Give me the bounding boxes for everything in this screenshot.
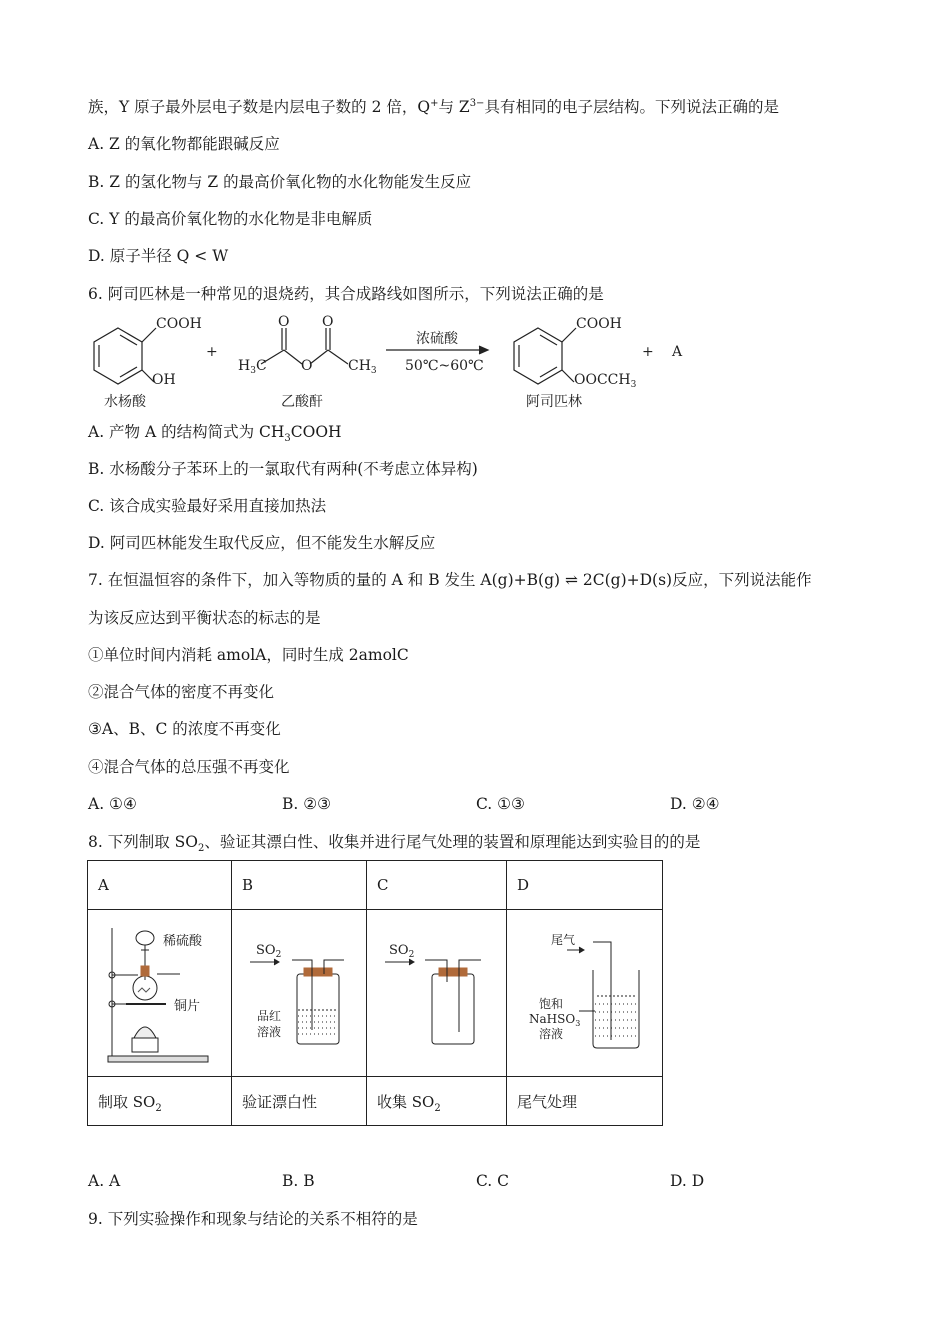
dilute-acid-label: 稀硫酸 bbox=[163, 934, 203, 949]
q8-option-a[interactable]: A. A bbox=[88, 1172, 121, 1190]
q6-option-a[interactable]: A. 产物 A 的结构简式为 $CH_3COOH$ bbox=[88, 423, 342, 445]
q6-option-c[interactable]: C. 该合成实验最好采用直接加热法 bbox=[88, 497, 327, 515]
apparatus-b-cell bbox=[232, 910, 367, 1077]
apparatus-a-cell bbox=[88, 910, 232, 1077]
q5-stem-tail: 族，Y 原子最外层电子数是内层电子数的 2 倍，Q+与 $Z^{3-}$具有相同的电子层结构。下列说法正确的是 bbox=[88, 97, 779, 116]
solution-label-d: 溶液 bbox=[539, 1027, 564, 1041]
aspirin-synthesis-diagram bbox=[86, 308, 706, 418]
q7-item-1: ①单位时间内消耗 amolA，同时生成 2amolC bbox=[88, 646, 409, 664]
tail-gas-apparatus bbox=[517, 910, 652, 1072]
table-header-a: A bbox=[88, 861, 232, 910]
anhydride-o-left: O bbox=[278, 314, 290, 330]
q8-option-c[interactable]: C. C bbox=[476, 1172, 510, 1190]
anhydride-h3c: $H_3C$ bbox=[238, 358, 267, 376]
so2-generator-apparatus bbox=[98, 910, 221, 1072]
catalyst-label: 浓硫酸 bbox=[416, 331, 458, 347]
salicylic-cooh: COOH bbox=[156, 316, 202, 332]
copper-label: 铜片 bbox=[174, 999, 201, 1014]
plus-sign-2: + bbox=[642, 344, 654, 360]
tail-gas-label: 尾气 bbox=[551, 933, 576, 947]
aspirin-ester: $OOCCH_3$ bbox=[574, 372, 637, 390]
pinhong-label-2: 溶液 bbox=[257, 1025, 282, 1039]
salicylic-benzene-ring bbox=[94, 328, 142, 384]
condition-label: 50℃~60℃ bbox=[405, 358, 484, 374]
q7-option-d[interactable]: D. ②④ bbox=[670, 795, 720, 813]
q6-option-b[interactable]: B. 水杨酸分子苯环上的一氯取代有两种(不考虑立体异构) bbox=[88, 460, 478, 478]
q6-stem: 6. 阿司匹林是一种常见的退烧药，其合成路线如图所示，下列说法正确的是 bbox=[88, 285, 604, 303]
apparatus-d-cell bbox=[507, 910, 663, 1077]
saturated-label: 饱和 bbox=[539, 997, 564, 1011]
table-header-d: D bbox=[507, 861, 663, 910]
byproduct-a: A bbox=[672, 344, 683, 360]
q8-option-b[interactable]: B. B bbox=[282, 1172, 315, 1190]
anhydride-o-bridge: O bbox=[301, 358, 313, 374]
q7-option-c[interactable]: C. ①③ bbox=[476, 795, 525, 813]
q8-stem: 8. 下列制取 $SO_2$、验证其漂白性、收集并进行尾气处理的装置和原理能达到实验目的的是 bbox=[88, 833, 701, 855]
collection-apparatus bbox=[377, 910, 496, 1072]
so2-label-b: $SO_2$ bbox=[256, 943, 282, 960]
caption-d: 尾气处理 bbox=[507, 1077, 663, 1126]
q6-option-d[interactable]: D. 阿司匹林能发生取代反应，但不能发生水解反应 bbox=[88, 534, 436, 552]
nahso3-label: NaHSO$_3$ bbox=[529, 1012, 581, 1028]
caption-a: 制取 $SO_2$ bbox=[88, 1077, 232, 1126]
q7-stem-line2: 为该反应达到平衡状态的标志的是 bbox=[88, 609, 321, 627]
anhydride-o-right: O bbox=[322, 314, 334, 330]
q9-stem: 9. 下列实验操作和现象与结论的关系不相符的是 bbox=[88, 1210, 418, 1228]
table-header-c: C bbox=[367, 861, 507, 910]
q7-stem-line1: 7. 在恒温恒容的条件下，加入等物质的量的 A 和 B 发生 A(g)+B(g) ⇌ 2C(g)+D(s)反应，下列说法能作 bbox=[88, 571, 812, 589]
aspirin-label: 阿司匹林 bbox=[526, 394, 582, 410]
salicylic-label: 水杨酸 bbox=[104, 394, 146, 410]
q5-option-a[interactable]: A. Z 的氧化物都能跟碱反应 bbox=[88, 135, 280, 153]
aspirin-benzene-ring bbox=[514, 328, 562, 384]
q5-option-d[interactable]: D. 原子半径 Q < W bbox=[88, 247, 229, 265]
q7-option-a[interactable]: A. ①④ bbox=[88, 795, 137, 813]
q7-item-3: ③A、B、C 的浓度不再变化 bbox=[88, 720, 281, 738]
q7-item-2: ②混合气体的密度不再变化 bbox=[88, 683, 275, 701]
plus-sign-1: + bbox=[206, 344, 218, 360]
q7-option-b[interactable]: B. ②③ bbox=[282, 795, 332, 813]
pinhong-label-1: 品红 bbox=[257, 1009, 282, 1023]
q8-option-d[interactable]: D. D bbox=[670, 1172, 705, 1190]
aspirin-cooh: COOH bbox=[576, 316, 622, 332]
apparatus-table bbox=[87, 860, 663, 1126]
q5-option-c[interactable]: C. Y 的最高价氧化物的水化物是非电解质 bbox=[88, 210, 373, 228]
salicylic-oh: OH bbox=[152, 372, 176, 388]
anhydride-label: 乙酸酐 bbox=[281, 394, 323, 410]
table-header-b: B bbox=[232, 861, 367, 910]
bleaching-test-apparatus bbox=[242, 910, 356, 1072]
caption-c: 收集 $SO_2$ bbox=[367, 1077, 507, 1126]
q7-item-4: ④混合气体的总压强不再变化 bbox=[88, 758, 290, 776]
caption-b: 验证漂白性 bbox=[232, 1077, 367, 1126]
q5-option-b[interactable]: B. Z 的氢化物与 Z 的最高价氧化物的水化物能发生反应 bbox=[88, 173, 472, 191]
so2-label-c: $SO_2$ bbox=[389, 943, 415, 960]
anhydride-ch3: $CH_3$ bbox=[348, 358, 377, 376]
apparatus-c-cell bbox=[367, 910, 507, 1077]
